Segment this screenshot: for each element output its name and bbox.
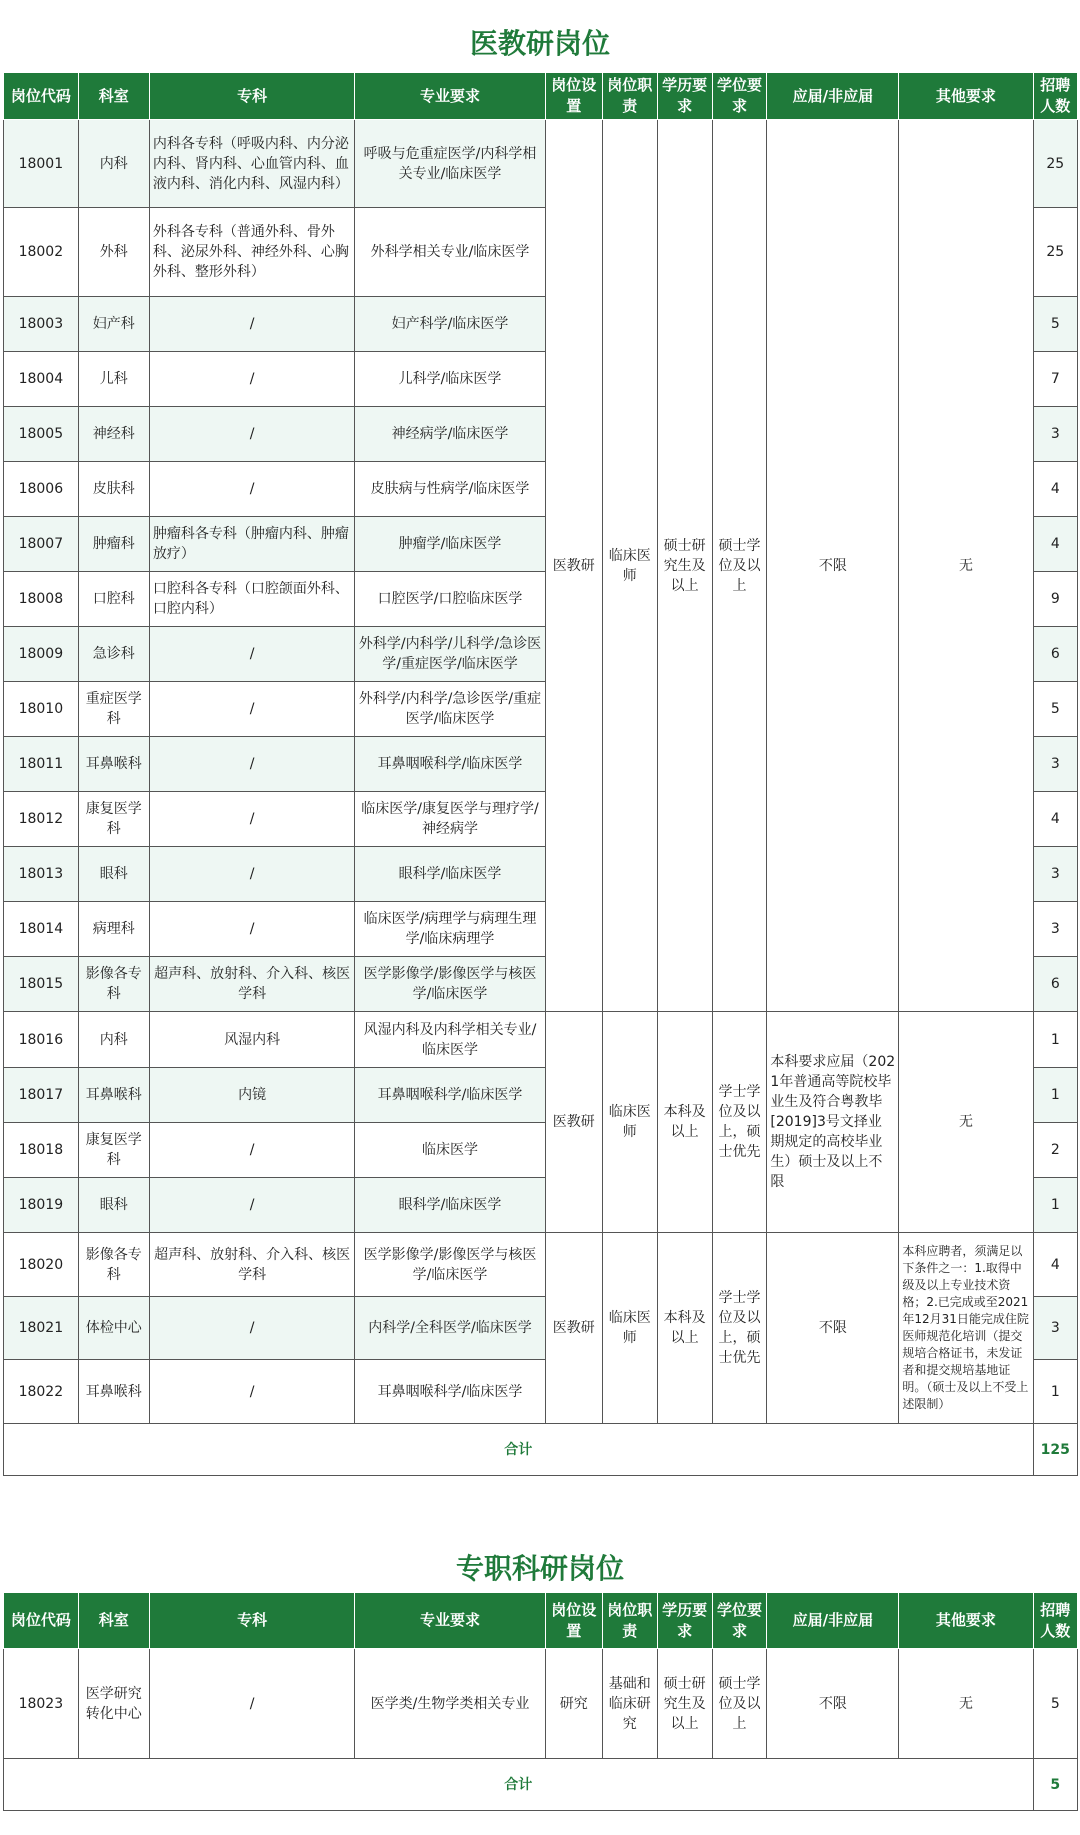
- position-code: 18022: [4, 1360, 79, 1424]
- position-setting: 医教研: [545, 120, 602, 1012]
- major-requirement: 儿科学/临床医学: [355, 352, 545, 407]
- department: 医学研究转化中心: [78, 1649, 149, 1759]
- major-requirement: 内科学/全科医学/临床医学: [355, 1297, 545, 1360]
- specialty: /: [149, 1297, 354, 1360]
- department: 体检中心: [78, 1297, 149, 1360]
- position-code: 18013: [4, 847, 79, 902]
- column-header: 岗位代码: [4, 1593, 79, 1649]
- hire-count: 5: [1033, 682, 1077, 737]
- column-header: 专科: [149, 1593, 354, 1649]
- total-label: 合计: [4, 1759, 1034, 1811]
- position-code: 18005: [4, 407, 79, 462]
- department: 口腔科: [78, 572, 149, 627]
- hire-count: 2: [1033, 1123, 1077, 1178]
- position-setting: 医教研: [545, 1012, 602, 1233]
- hire-count: 3: [1033, 1297, 1077, 1360]
- hire-count: 1: [1033, 1068, 1077, 1123]
- education-requirement: 硕士研究生及以上: [657, 120, 712, 1012]
- graduate-requirement: 本科要求应届（2021年普通高等院校毕业生及符合粤教毕[2019]3号文择业期规定的高校毕业生）硕士及以上不限: [767, 1012, 899, 1233]
- specialty: /: [149, 352, 354, 407]
- medical-teaching-research-table: [3, 72, 1078, 1476]
- degree-requirement: 硕士学位及以上: [712, 1649, 767, 1759]
- column-header: 应届/非应届: [767, 73, 899, 120]
- total-value: 125: [1033, 1424, 1077, 1476]
- column-header: 其他要求: [899, 1593, 1033, 1649]
- department: 肿瘤科: [78, 517, 149, 572]
- column-header: 岗位职责: [602, 1593, 657, 1649]
- position-code: 18019: [4, 1178, 79, 1233]
- table-row: [4, 1012, 1078, 1068]
- department: 影像各专科: [78, 957, 149, 1012]
- hire-count: 1: [1033, 1012, 1077, 1068]
- section-title-research: 专职科研岗位: [455, 1552, 624, 1585]
- other-requirement: 无: [899, 1012, 1033, 1233]
- position-duty: 基础和临床研究: [602, 1649, 657, 1759]
- specialty: /: [149, 902, 354, 957]
- total-value: 5: [1033, 1759, 1077, 1811]
- column-header: 其他要求: [899, 73, 1033, 120]
- major-requirement: 外科学相关专业/临床医学: [355, 208, 545, 297]
- education-requirement: 本科及以上: [657, 1012, 712, 1233]
- specialty: 超声科、放射科、介入科、核医学科: [149, 957, 354, 1012]
- department: 急诊科: [78, 627, 149, 682]
- position-duty: 临床医师: [602, 120, 657, 1012]
- specialty: 肿瘤科各专科（肿瘤内科、肿瘤放疗）: [149, 517, 354, 572]
- position-code: 18008: [4, 572, 79, 627]
- hire-count: 4: [1033, 462, 1077, 517]
- hire-count: 3: [1033, 847, 1077, 902]
- department: 眼科: [78, 1178, 149, 1233]
- specialty: /: [149, 1123, 354, 1178]
- position-code: 18014: [4, 902, 79, 957]
- major-requirement: 临床医学/病理学与病理生理学/临床病理学: [355, 902, 545, 957]
- major-requirement: 眼科学/临床医学: [355, 1178, 545, 1233]
- graduate-requirement: 不限: [767, 120, 899, 1012]
- specialty: /: [149, 297, 354, 352]
- department: 耳鼻喉科: [78, 1068, 149, 1123]
- specialty: /: [149, 1649, 354, 1759]
- hire-count: 9: [1033, 572, 1077, 627]
- position-code: 18006: [4, 462, 79, 517]
- graduate-requirement: 不限: [767, 1233, 899, 1424]
- position-code: 18017: [4, 1068, 79, 1123]
- department: 康复医学科: [78, 792, 149, 847]
- major-requirement: 医学类/生物学类相关专业: [355, 1649, 545, 1759]
- department: 病理科: [78, 902, 149, 957]
- column-header: 科室: [78, 1593, 149, 1649]
- hire-count: 4: [1033, 792, 1077, 847]
- specialty: /: [149, 847, 354, 902]
- graduate-requirement: 不限: [767, 1649, 899, 1759]
- column-header: 学历要求: [657, 73, 712, 120]
- column-header: 岗位代码: [4, 73, 79, 120]
- other-requirement: 本科应聘者，须满足以下条件之一：1.取得中级及以上专业技术资格；2.已完成或至2021年12月31日能完成住院医师规范化培训（提交规培合格证书，未发证者和提交规培基地证明。（硕士及以上不受上述限制）: [899, 1233, 1033, 1424]
- major-requirement: 神经病学/临床医学: [355, 407, 545, 462]
- specialty: 口腔科各专科（口腔颌面外科、口腔内科）: [149, 572, 354, 627]
- position-code: 18009: [4, 627, 79, 682]
- specialty: 内镜: [149, 1068, 354, 1123]
- specialty: /: [149, 407, 354, 462]
- department: 神经科: [78, 407, 149, 462]
- position-code: 18004: [4, 352, 79, 407]
- hire-count: 25: [1033, 120, 1077, 208]
- position-code: 18003: [4, 297, 79, 352]
- table-row: [4, 1233, 1078, 1297]
- specialty: 外科各专科（普通外科、骨外科、泌尿外科、神经外科、心胸外科、整形外科）: [149, 208, 354, 297]
- position-code: 18023: [4, 1649, 79, 1759]
- specialty: 内科各专科（呼吸内科、内分泌内科、肾内科、心血管内科、血液内科、消化内科、风湿内科）: [149, 120, 354, 208]
- degree-requirement: 学士学位及以上，硕士优先: [712, 1233, 767, 1424]
- hire-count: 4: [1033, 517, 1077, 572]
- specialty: /: [149, 682, 354, 737]
- department: 内科: [78, 120, 149, 208]
- column-header: 应届/非应届: [767, 1593, 899, 1649]
- specialty: /: [149, 792, 354, 847]
- department: 耳鼻喉科: [78, 737, 149, 792]
- position-duty: 临床医师: [602, 1233, 657, 1424]
- hire-count: 5: [1033, 1649, 1077, 1759]
- table-header-row: [4, 1593, 1078, 1649]
- position-code: 18018: [4, 1123, 79, 1178]
- hire-count: 1: [1033, 1178, 1077, 1233]
- position-duty: 临床医师: [602, 1012, 657, 1233]
- position-code: 18001: [4, 120, 79, 208]
- column-header: 学位要求: [712, 73, 767, 120]
- specialty: /: [149, 1178, 354, 1233]
- hire-count: 5: [1033, 297, 1077, 352]
- other-requirement: 无: [899, 1649, 1033, 1759]
- department: 内科: [78, 1012, 149, 1068]
- hire-count: 3: [1033, 902, 1077, 957]
- department: 重症医学科: [78, 682, 149, 737]
- department: 眼科: [78, 847, 149, 902]
- major-requirement: 医学影像学/影像医学与核医学/临床医学: [355, 957, 545, 1012]
- hire-count: 3: [1033, 407, 1077, 462]
- table-row: [4, 1649, 1078, 1759]
- total-label: 合计: [4, 1424, 1034, 1476]
- major-requirement: 风湿内科及内科学相关专业/临床医学: [355, 1012, 545, 1068]
- hire-count: 1: [1033, 1360, 1077, 1424]
- full-time-research-table: [3, 1592, 1078, 1811]
- table-row: [4, 120, 1078, 208]
- major-requirement: 呼吸与危重症医学/内科学相关专业/临床医学: [355, 120, 545, 208]
- specialty: 风湿内科: [149, 1012, 354, 1068]
- specialty: /: [149, 1360, 354, 1424]
- major-requirement: 外科学/内科学/急诊医学/重症医学/临床医学: [355, 682, 545, 737]
- specialty: /: [149, 737, 354, 792]
- position-code: 18007: [4, 517, 79, 572]
- column-header: 科室: [78, 73, 149, 120]
- position-setting: 研究: [545, 1649, 602, 1759]
- column-header: 专业要求: [355, 73, 545, 120]
- hire-count: 6: [1033, 957, 1077, 1012]
- column-header: 学位要求: [712, 1593, 767, 1649]
- major-requirement: 外科学/内科学/儿科学/急诊医学/重症医学/临床医学: [355, 627, 545, 682]
- column-header: 招聘人数: [1033, 73, 1077, 120]
- specialty: /: [149, 462, 354, 517]
- column-header: 岗位职责: [602, 73, 657, 120]
- column-header: 岗位设置: [545, 1593, 602, 1649]
- major-requirement: 临床医学/康复医学与理疗学/神经病学: [355, 792, 545, 847]
- hire-count: 25: [1033, 208, 1077, 297]
- section-title-medical-teaching-research: 医教研岗位: [469, 27, 610, 60]
- specialty: 超声科、放射科、介入科、核医学科: [149, 1233, 354, 1297]
- hire-count: 4: [1033, 1233, 1077, 1297]
- position-code: 18012: [4, 792, 79, 847]
- degree-requirement: 硕士学位及以上: [712, 120, 767, 1012]
- education-requirement: 本科及以上: [657, 1233, 712, 1424]
- department: 影像各专科: [78, 1233, 149, 1297]
- hire-count: 7: [1033, 352, 1077, 407]
- degree-requirement: 学士学位及以上，硕士优先: [712, 1012, 767, 1233]
- major-requirement: 耳鼻咽喉科学/临床医学: [355, 737, 545, 792]
- column-header: 招聘人数: [1033, 1593, 1077, 1649]
- major-requirement: 医学影像学/影像医学与核医学/临床医学: [355, 1233, 545, 1297]
- hire-count: 3: [1033, 737, 1077, 792]
- specialty: /: [149, 627, 354, 682]
- total-row: [4, 1759, 1078, 1811]
- other-requirement: 无: [899, 120, 1033, 1012]
- department: 康复医学科: [78, 1123, 149, 1178]
- position-code: 18016: [4, 1012, 79, 1068]
- department: 儿科: [78, 352, 149, 407]
- major-requirement: 耳鼻咽喉科学/临床医学: [355, 1068, 545, 1123]
- major-requirement: 肿瘤学/临床医学: [355, 517, 545, 572]
- department: 妇产科: [78, 297, 149, 352]
- position-code: 18002: [4, 208, 79, 297]
- department: 皮肤科: [78, 462, 149, 517]
- position-code: 18021: [4, 1297, 79, 1360]
- total-row: [4, 1424, 1078, 1476]
- major-requirement: 妇产科学/临床医学: [355, 297, 545, 352]
- major-requirement: 口腔医学/口腔临床医学: [355, 572, 545, 627]
- major-requirement: 耳鼻咽喉科学/临床医学: [355, 1360, 545, 1424]
- table-header-row: [4, 73, 1078, 120]
- position-code: 18015: [4, 957, 79, 1012]
- major-requirement: 皮肤病与性病学/临床医学: [355, 462, 545, 517]
- column-header: 专业要求: [355, 1593, 545, 1649]
- column-header: 学历要求: [657, 1593, 712, 1649]
- position-code: 18020: [4, 1233, 79, 1297]
- position-code: 18010: [4, 682, 79, 737]
- column-header: 专科: [149, 73, 354, 120]
- major-requirement: 眼科学/临床医学: [355, 847, 545, 902]
- position-code: 18011: [4, 737, 79, 792]
- position-setting: 医教研: [545, 1233, 602, 1424]
- department: 耳鼻喉科: [78, 1360, 149, 1424]
- hire-count: 6: [1033, 627, 1077, 682]
- column-header: 岗位设置: [545, 73, 602, 120]
- department: 外科: [78, 208, 149, 297]
- major-requirement: 临床医学: [355, 1123, 545, 1178]
- education-requirement: 硕士研究生及以上: [657, 1649, 712, 1759]
